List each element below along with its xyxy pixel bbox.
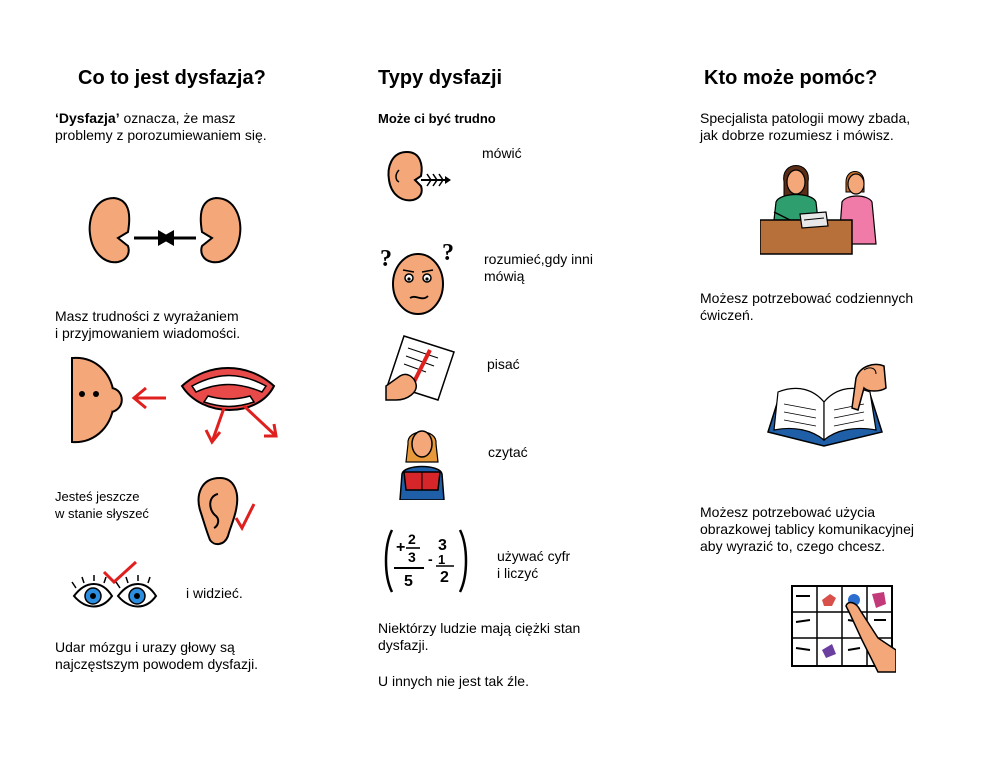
dysfazja-term: ‘Dysfazja’	[55, 110, 120, 126]
mouth-speaking-icon	[178, 358, 284, 450]
col3-heading: Kto może pomóc?	[704, 67, 878, 89]
speaking-face-icon	[385, 148, 451, 206]
svg-text:2: 2	[440, 569, 449, 586]
svg-text:5: 5	[404, 573, 413, 590]
slyszec-text	[55, 488, 149, 522]
two-faces-communication-icon	[84, 190, 246, 268]
tablica-line3: aby wyrazić to, czego chcesz.	[700, 538, 886, 554]
tablica-text	[700, 504, 914, 555]
cwiczen-text	[700, 290, 913, 324]
trudnosci-line1: Masz trudności z wyrażaniem	[55, 308, 239, 324]
svg-text:+: +	[396, 539, 406, 556]
svg-text:1: 1	[438, 552, 446, 567]
head-ear-icon	[66, 354, 170, 446]
udar-line2: najczęstszym powodem dysfazji.	[55, 656, 259, 672]
cwiczen-line1: Możesz potrzebować codziennych	[700, 290, 914, 306]
svg-text:?: ?	[380, 246, 392, 272]
item-liczyc-line1: używać cyfr	[497, 548, 571, 564]
col2-heading: Typy dysfazji	[378, 67, 503, 89]
tablica-line1: Możesz potrzebować użycia	[700, 504, 876, 520]
item-rozumiec-line2: mówią	[484, 268, 525, 284]
item-rozumiec-line1: rozumieć,gdy inni	[484, 251, 593, 267]
reading-person-icon	[396, 422, 448, 500]
specjalista-line2: jak dobrze rozumiesz i mówisz.	[700, 127, 894, 143]
svg-text:?: ?	[442, 240, 454, 266]
item-pisac: pisać	[487, 356, 520, 372]
mild-text: U innych nie jest tak źle.	[378, 673, 529, 689]
ear-check-icon	[194, 474, 258, 548]
item-liczyc-line2: i liczyć	[497, 565, 539, 581]
udar-text	[55, 639, 258, 673]
trudnosci-line2: i przyjmowaniem wiadomości.	[55, 325, 241, 341]
severe-text	[378, 620, 580, 654]
item-rozumiec	[484, 251, 593, 285]
tablica-line2: obrazkowej tablicy komunikacyjnej	[700, 521, 914, 537]
item-mowic: mówić	[482, 145, 522, 161]
cwiczen-line2: ćwiczeń.	[700, 307, 754, 323]
slyszec-line1: Jesteś jeszcze	[55, 489, 140, 504]
trudnosci-text	[55, 308, 240, 342]
confused-face-icon	[378, 240, 458, 318]
svg-text:-: -	[428, 551, 433, 567]
speech-therapist-icon	[760, 158, 884, 258]
specjalista-text	[700, 110, 910, 144]
severe-line1: Niektórzy ludzie mają ciężki stan	[378, 620, 581, 636]
book-pointing-hand-icon	[764, 348, 888, 458]
communication-board-icon	[790, 580, 896, 676]
specjalista-line1: Specjalista patologii mowy zbada,	[700, 110, 911, 126]
svg-text:3: 3	[438, 537, 447, 554]
definition-text-line2: problemy z porozumiewaniem się.	[55, 127, 267, 143]
definition-text: oznacza, że masz	[119, 110, 236, 126]
col1-heading: Co to jest dysfazja?	[78, 67, 266, 89]
eyes-check-icon	[70, 558, 162, 612]
udar-line1: Udar mózgu i urazy głowy są	[55, 639, 235, 655]
severe-line2: dysfazji.	[378, 637, 429, 653]
dysfazja-definition	[55, 110, 267, 144]
slyszec-line2: w stanie słyszeć	[55, 506, 149, 521]
widziec-text: i widzieć.	[186, 585, 243, 601]
svg-text:3: 3	[408, 549, 416, 565]
math-fractions-icon	[384, 526, 468, 596]
item-liczyc	[497, 548, 570, 582]
item-czytac: czytać	[488, 444, 528, 460]
col2-subheading: Może ci być trudno	[378, 111, 496, 126]
writing-hand-icon	[382, 330, 456, 402]
svg-text:2: 2	[408, 531, 416, 547]
